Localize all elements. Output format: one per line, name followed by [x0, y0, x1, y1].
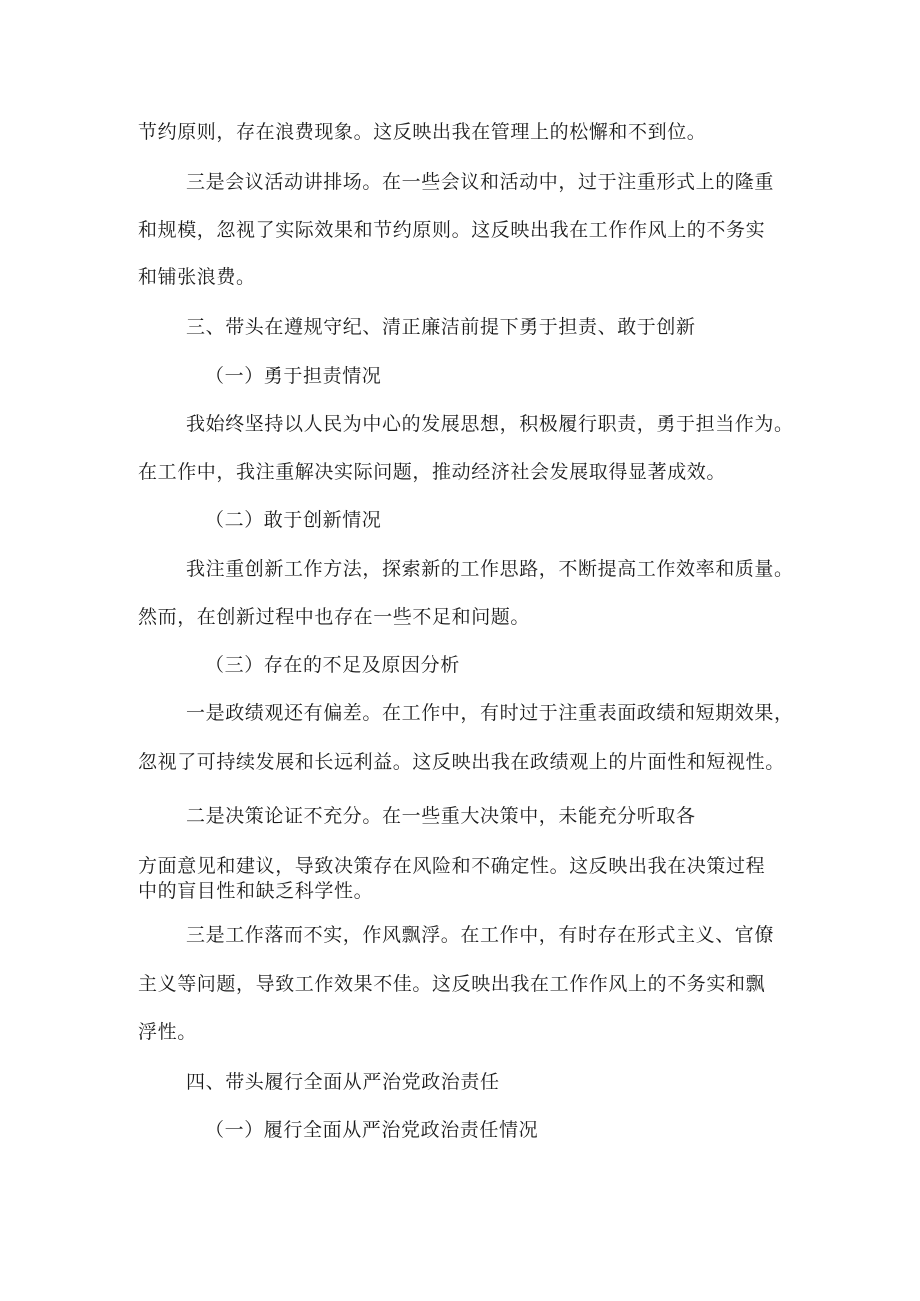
section-heading: 三、带头在遵规守纪、清正廉洁前提下勇于担责、敢于创新 [186, 316, 696, 338]
paragraph-line: 我始终坚持以人民为中心的发展思想，积极履行职责，勇于担当作为。 [186, 413, 794, 435]
paragraph-line: 三是会议活动讲排场。在一些会议和活动中，过于注重形式上的隆重 [186, 171, 775, 193]
paragraph-line: 和规模，忽视了实际效果和节约原则。这反映出我在工作作风上的不务实 [138, 219, 766, 241]
subsection-heading: （一）履行全面从严治党政治责任情况 [205, 1119, 539, 1141]
paragraph-line: 浮性。 [138, 1021, 197, 1043]
paragraph-line: 节约原则，存在浪费现象。这反映出我在管理上的松懈和不到位。 [138, 121, 707, 143]
paragraph-line: 忽视了可持续发展和长远利益。这反映出我在政绩观上的片面性和短视性。 [138, 751, 785, 773]
paragraph-line: 我注重创新工作方法，探索新的工作思路，不断提高工作效率和质量。 [186, 558, 794, 580]
paragraph-line: 中的盲目性和缺乏科学性。 [138, 880, 374, 902]
paragraph-line: 和铺张浪费。 [138, 266, 256, 288]
subsection-heading: （三）存在的不足及原因分析 [205, 654, 460, 676]
subsection-heading: （二）敢于创新情况 [205, 509, 382, 531]
paragraph-line: 三是工作落而不实，作风飘浮。在工作中，有时存在形式主义、官僚 [186, 924, 775, 946]
paragraph-line: 方面意见和建议，导致决策存在风险和不确定性。这反映出我在决策过程 [138, 855, 766, 877]
paragraph-line: 二是决策论证不充分。在一些重大决策中，未能充分听取各 [186, 805, 696, 827]
paragraph-line: 一是政绩观还有偏差。在工作中，有时过于注重表面政绩和短期效果， [186, 702, 794, 724]
paragraph-line: 主义等问题，导致工作效果不佳。这反映出我在工作作风上的不务实和飘 [138, 973, 766, 995]
paragraph-line: 然而，在创新过程中也存在一些不足和问题。 [138, 606, 531, 628]
paragraph-line: 在工作中，我注重解决实际问题，推动经济社会发展取得显著成效。 [138, 461, 727, 483]
section-heading: 四、带头履行全面从严治党政治责任 [186, 1071, 500, 1093]
subsection-heading: （一）勇于担责情况 [205, 365, 382, 387]
